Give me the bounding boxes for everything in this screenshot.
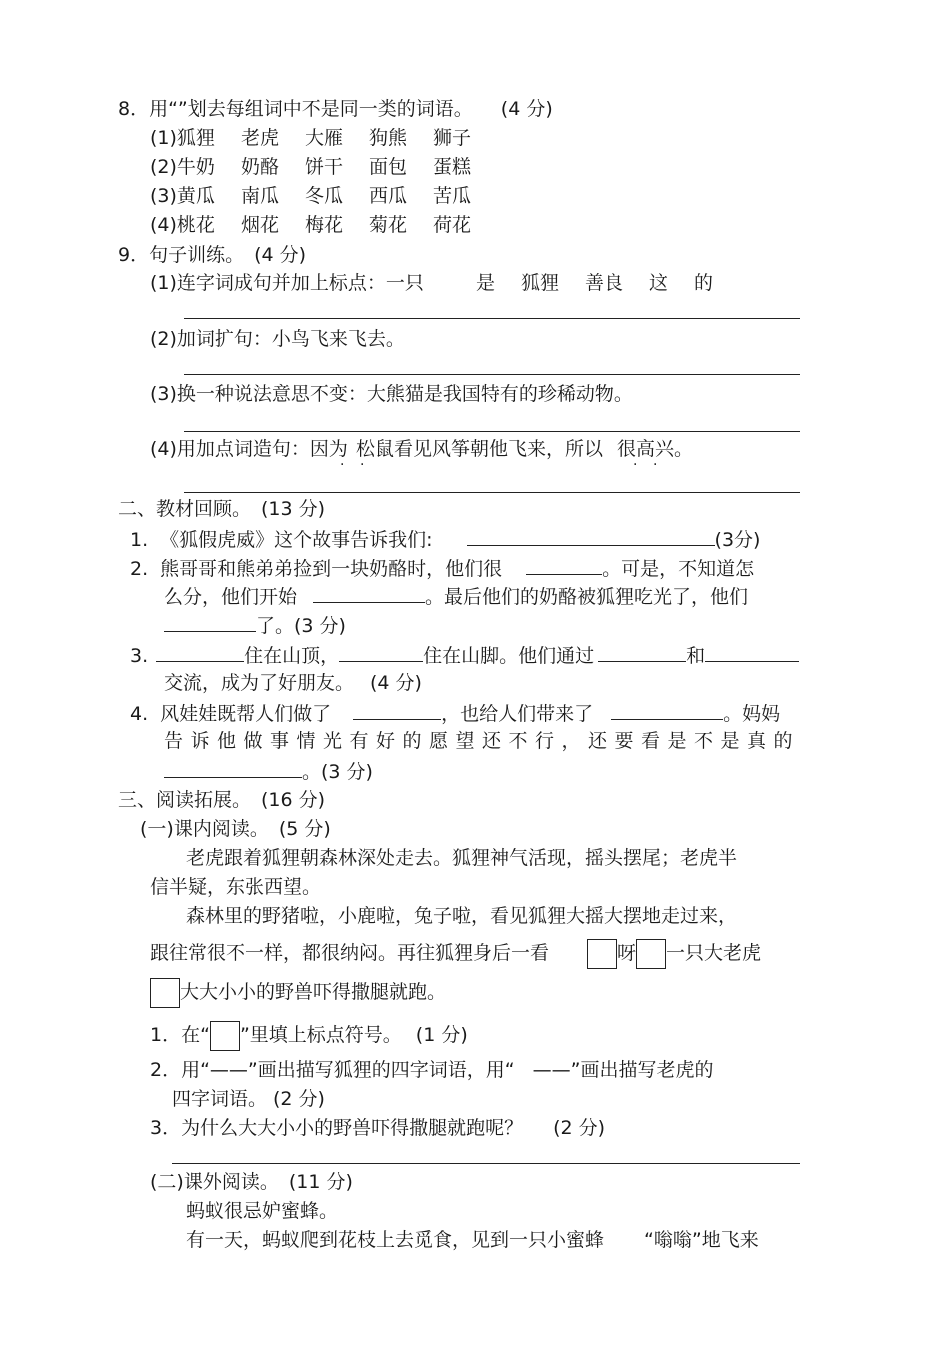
part3-section2-title: (二)课外阅读。 (11 分) <box>150 1171 353 1193</box>
part2-q1: 1. 《狐假虎威》这个故事告诉我们: (3分) <box>130 529 761 551</box>
part3-q2-line2: 四字词语。 (2 分) <box>172 1088 325 1110</box>
answer-blank[interactable] <box>164 613 256 632</box>
answer-blank[interactable] <box>313 584 425 603</box>
punctuation-box[interactable] <box>150 978 180 1008</box>
q9-answer-line-1[interactable] <box>184 318 800 319</box>
answer-blank[interactable] <box>156 643 244 662</box>
answer-blank[interactable] <box>705 643 799 662</box>
answer-blank[interactable] <box>164 759 302 778</box>
passage-3-line-1: 蚂蚁很忌妒蜜蜂。 <box>186 1200 339 1222</box>
q9-item-1: (1)连字词成句并加上标点：一只 是 狐狸 善良 这 的 <box>150 272 714 294</box>
passage-3-line-2: 有一天，蚂蚁爬到花枝上去觅食，见到一只小蜜蜂 “嗡嗡”地飞来 <box>186 1229 759 1251</box>
part2-heading: 二、教材回顾。 (13 分) <box>118 498 326 520</box>
passage-2-line-1: 森林里的野猪啦，小鹿啦，兔子啦，看见狐狸大摇大摆地走过来， <box>186 905 738 927</box>
q9-item-3: (3)换一种说法意思不变：大熊猫是我国特有的珍稀动物。 <box>150 383 633 405</box>
passage-1-line-1: 老虎跟着狐狸朝森林深处走去。狐狸神气活现，摇头摆尾；老虎半 <box>186 847 738 869</box>
part2-q3-line1: 3. 住在山顶， 住在山脚。他们通过 和 <box>130 643 799 668</box>
part2-q3-line2: 交流，成为了好朋友。 (4 分) <box>164 672 422 694</box>
answer-blank[interactable] <box>339 643 423 662</box>
punctuation-box[interactable] <box>636 939 666 969</box>
dotted-word-so: 所以 <box>564 438 603 460</box>
answer-blank[interactable] <box>611 701 723 720</box>
q9-answer-line-2[interactable] <box>184 374 800 375</box>
part3-q1: 1．在“ ”里填上标点符号。 (1 分) <box>150 1019 468 1051</box>
box-symbol <box>210 1021 240 1051</box>
q8-group-3: (3)黄瓜 南瓜 冬瓜 西瓜 苦瓜 <box>150 185 471 207</box>
part2-q4-line3: 。(3 分) <box>164 759 373 784</box>
q8-group-4: (4)桃花 烟花 梅花 菊花 荷花 <box>150 214 471 236</box>
part2-q2-line3: 了。(3 分) <box>164 613 346 638</box>
answer-blank[interactable] <box>598 643 686 662</box>
part2-q2-line2: 么分，他们开始 。最后他们的奶酪被狐狸吃光了，他们 <box>164 586 749 608</box>
q9-item-4: (4)用加点词造句：因为 松鼠看见风筝朝他飞来，所以 很高兴。 <box>150 438 693 460</box>
passage-2-line-2: 跟往常很不一样，都很纳闷。再往狐狸身后一看 呀 一只大老虎 <box>150 937 761 969</box>
q9-title: 9．句子训练。 (4 分) <box>118 244 307 266</box>
dotted-word-because: 因为 <box>309 438 348 460</box>
q9-answer-line-3[interactable] <box>184 431 800 432</box>
part2-q4-line2: 告诉他做事情光有好的愿望还不行，还要看是不是真的 <box>164 730 801 752</box>
answer-blank[interactable] <box>467 527 715 546</box>
emphasis-dot: · <box>653 457 658 473</box>
part2-q4-line1: 4. 风娃娃既帮人们做了 ，也给人们带来了 。妈妈 <box>130 703 781 725</box>
punctuation-box[interactable] <box>587 939 617 969</box>
emphasis-dot: · <box>340 457 345 473</box>
part3-heading: 三、阅读拓展。 (16 分) <box>118 789 326 811</box>
passage-1-line-2: 信半疑，东张西望。 <box>150 876 322 898</box>
emphasis-dot: · <box>633 457 638 473</box>
q8-group-2: (2)牛奶 奶酪 饼干 面包 蛋糕 <box>150 156 471 178</box>
answer-blank[interactable] <box>526 556 602 575</box>
emphasis-dot: · <box>360 457 365 473</box>
part3-q2-line1: 2．用“——”画出描写狐狸的四字词语，用“ ——”画出描写老虎的 <box>150 1059 714 1081</box>
part3-q3-answer-line[interactable] <box>172 1163 800 1164</box>
part2-q2-line1: 2. 熊哥哥和熊弟弟捡到一块奶酪时，他们很 。可是，不知道怎 <box>130 558 755 580</box>
part3-section1-title: (一)课内阅读。 (5 分) <box>140 818 331 840</box>
answer-blank[interactable] <box>353 701 441 720</box>
q8-title: 8．用“”划去每组词中不是同一类的词语。 (4 分) <box>118 98 553 120</box>
q9-answer-line-4[interactable] <box>184 492 800 493</box>
q9-item-2: (2)加词扩句：小鸟飞来飞去。 <box>150 328 405 350</box>
q8-group-1: (1)狐狸 老虎 大雁 狗熊 狮子 <box>150 127 471 149</box>
passage-2-line-3: 大大小小的野兽吓得撒腿就跑。 <box>150 976 446 1008</box>
part3-q3: 3．为什么大大小小的野兽吓得撒腿就跑呢？ (2 分) <box>150 1117 606 1139</box>
